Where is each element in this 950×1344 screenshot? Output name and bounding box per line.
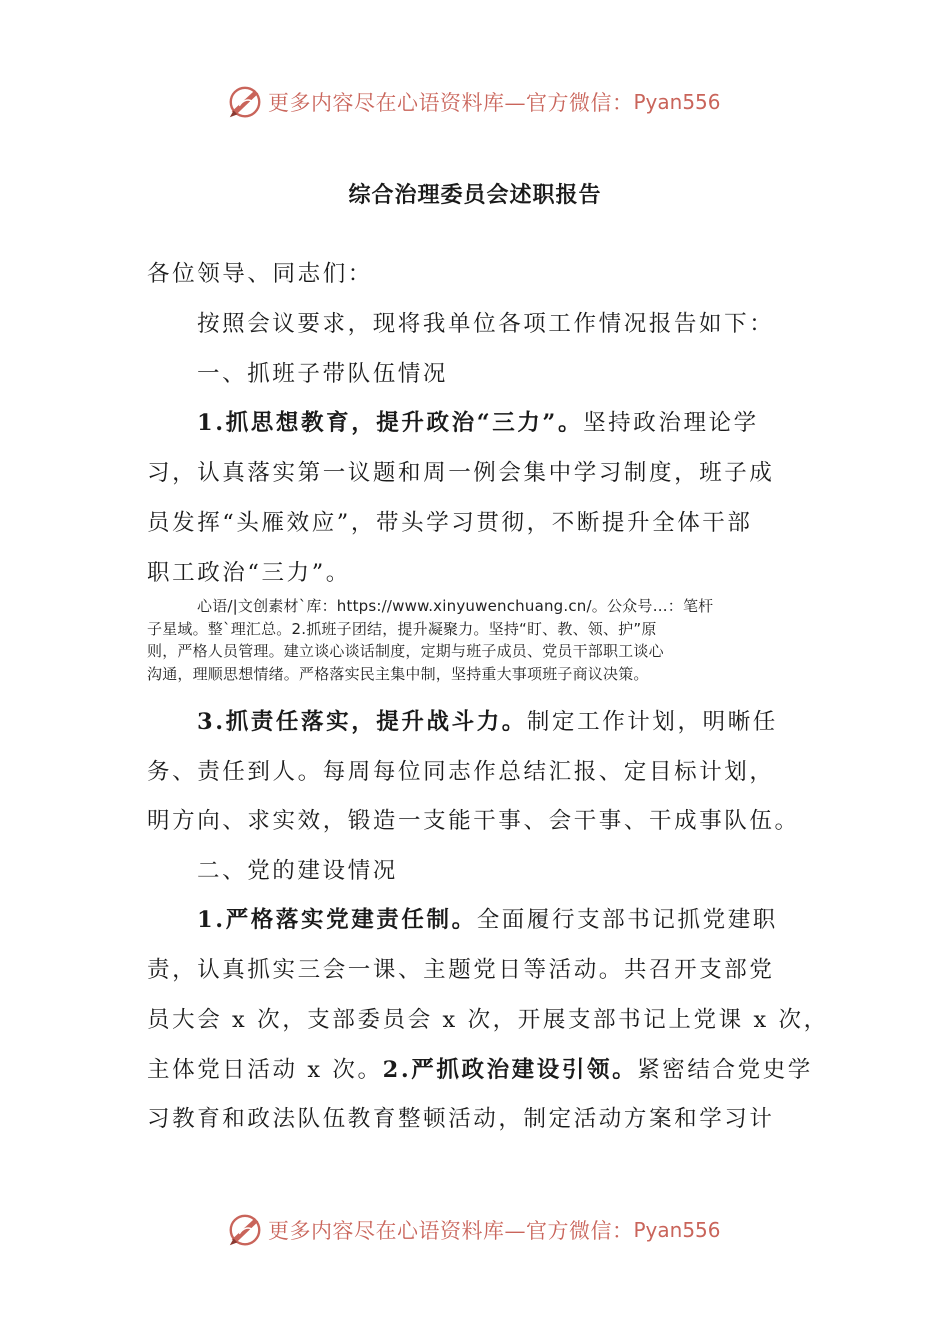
section1-item3-bold: 3.抓责任落实，提升战斗力。 <box>197 709 527 735</box>
section2-item1-tail: 主体党日活动 x 次。 <box>147 1057 383 1083</box>
small-line-4: 沟通，理顺思想情绪。严格落实民主集中制，坚持重大事项班子商议决策。 <box>147 664 649 683</box>
header-banner <box>0 82 950 122</box>
section2-item1-line3: 员大会 x 次，支部委员会 x 次，开展支部书记上党课 x 次， <box>147 1007 829 1033</box>
section2-item2-text: 紧密结合党史学 <box>637 1057 813 1083</box>
intro-paragraph: 按照会议要求，现将我单位各项工作情况报告如下： <box>197 311 775 337</box>
section1-item1-bold: 1.抓思想教育，提升政治“三力”。 <box>197 410 584 436</box>
small-line-3: 则，严格人员管理。建立谈心谈话制度，定期与班子成员、党员干部职工谈心 <box>147 642 664 660</box>
section1-item1-line3: 员发挥“头雁效应”，带头学习贯彻，不断提升全体干部 <box>147 510 753 536</box>
pen-logo-icon <box>226 1211 264 1249</box>
greeting: 各位领导、同志们： <box>147 261 373 287</box>
section1-item1-line2: 习，认真落实第一议题和周一例会集中学习制度，班子成 <box>147 460 775 486</box>
banner-handle: Pyan556 <box>633 1218 721 1242</box>
small-line-1: 心语/|文创素材`库：https://www.xinyuwenchuang.cn/。公众号…：笔杆 <box>197 597 714 615</box>
section2-item2-line2: 习教育和政法队伍教育整顿活动，制定活动方案和学习计 <box>147 1106 775 1132</box>
section1-item1-text: 坚持政治理论学 <box>583 410 759 436</box>
document-title: 综合治理委员会述职报告 <box>348 182 602 208</box>
section2-heading: 二、党的建设情况 <box>197 858 398 884</box>
section2-item1-line4 <box>147 1052 813 1084</box>
section2-item1-line1 <box>197 902 857 934</box>
pen-logo-icon <box>226 83 264 121</box>
inserted-small-paragraph <box>147 595 807 685</box>
section2-item1-line2: 责，认真抓实三会一课、主题党日等活动。共召开支部党 <box>147 957 775 983</box>
section1-item1-line4: 职工政治“三力”。 <box>147 560 351 586</box>
small-line-2: 子星域。整`理汇总。2.抓班子团结，提升凝聚力。坚持“盯、教、领、护”原 <box>147 619 657 638</box>
section1-item3-line3: 明方向、求实效，锻造一支能干事、会干事、干成事队伍。 <box>147 808 800 834</box>
banner-text: 更多内容尽在心语资料库—官方微信： <box>268 1219 634 1243</box>
banner-text: 更多内容尽在心语资料库—官方微信： <box>268 91 634 115</box>
banner-handle: Pyan556 <box>633 90 721 114</box>
section1-item3-line2: 务、责任到人。每周每位同志作总结汇报、定目标计划， <box>147 759 775 785</box>
footer-banner <box>0 1210 950 1250</box>
section1-item3-text: 制定工作计划，明晰任 <box>526 709 778 735</box>
section2-item2-bold: 2.严抓政治建设引领。 <box>382 1057 638 1083</box>
section1-item3-line1 <box>197 704 857 736</box>
section2-item1-text: 全面履行支部书记抓党建职 <box>476 907 778 933</box>
section2-item1-bold: 1.严格落实党建责任制。 <box>197 907 477 933</box>
section1-item1-line1 <box>197 405 857 437</box>
section1-heading: 一、抓班子带队伍情况 <box>197 361 449 387</box>
